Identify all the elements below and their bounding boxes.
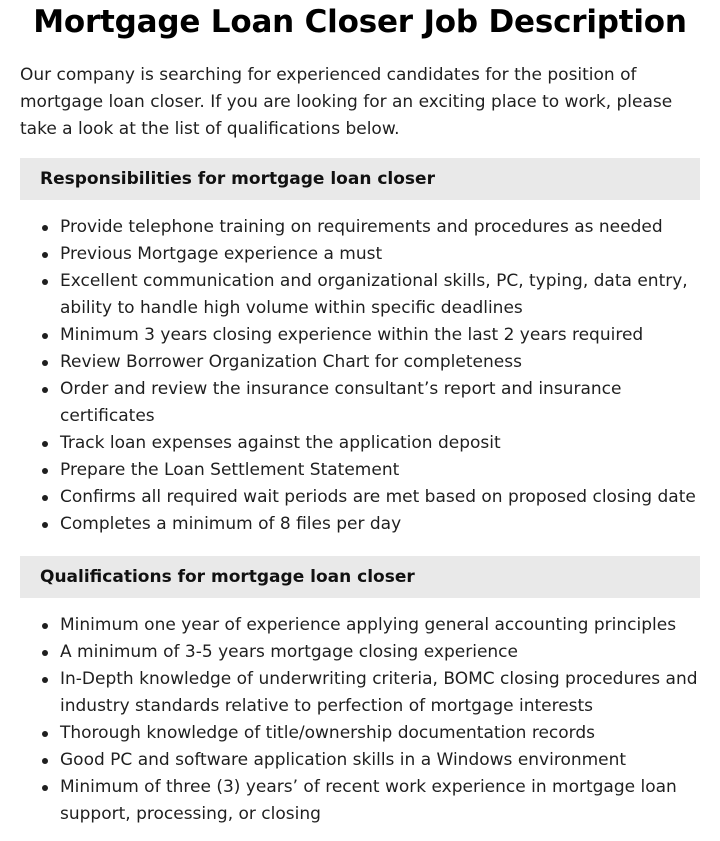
list-item: Track loan expenses against the application deposit — [60, 430, 700, 457]
list-item: Minimum 3 years closing experience within the last 2 years required — [60, 322, 700, 349]
list-item: Good PC and software application skills in a Windows environment — [60, 747, 700, 774]
page-title: Mortgage Loan Closer Job Description — [33, 4, 687, 40]
qualifications-heading: Qualifications for mortgage loan closer — [20, 556, 700, 598]
list-item: Provide telephone training on requirements and procedures as needed — [60, 214, 700, 241]
responsibilities-heading: Responsibilities for mortgage loan closer — [20, 158, 700, 200]
list-item: Confirms all required wait periods are met based on proposed closing date — [60, 484, 700, 511]
intro-paragraph: Our company is searching for experienced candidates for the position of mortgage loan closer. If you are looking for an exciting place to work, please take a look at the list of qualifications below. — [20, 65, 673, 139]
list-item: Review Borrower Organization Chart for completeness — [60, 349, 700, 376]
list-item: A minimum of 3-5 years mortgage closing experience — [60, 639, 700, 666]
list-item: Minimum one year of experience applying general accounting principles — [60, 612, 700, 639]
qualifications-list — [20, 612, 700, 828]
list-item: Excellent communication and organizational skills, PC, typing, data entry, ability to handle high volume within specific deadlines — [60, 268, 700, 322]
list-item: Completes a minimum of 8 files per day — [60, 511, 700, 538]
responsibilities-list — [20, 214, 700, 538]
list-item: Thorough knowledge of title/ownership documentation records — [60, 720, 700, 747]
list-item: Order and review the insurance consultant’s report and insurance certificates — [60, 376, 700, 430]
list-item: Prepare the Loan Settlement Statement — [60, 457, 700, 484]
list-item: In-Depth knowledge of underwriting criteria, BOMC closing procedures and industry standards relative to perfection of mortgage interests — [60, 666, 700, 720]
list-item: Minimum of three (3) years’ of recent work experience in mortgage loan support, processing, or closing — [60, 774, 700, 828]
list-item: Previous Mortgage experience a must — [60, 241, 700, 268]
